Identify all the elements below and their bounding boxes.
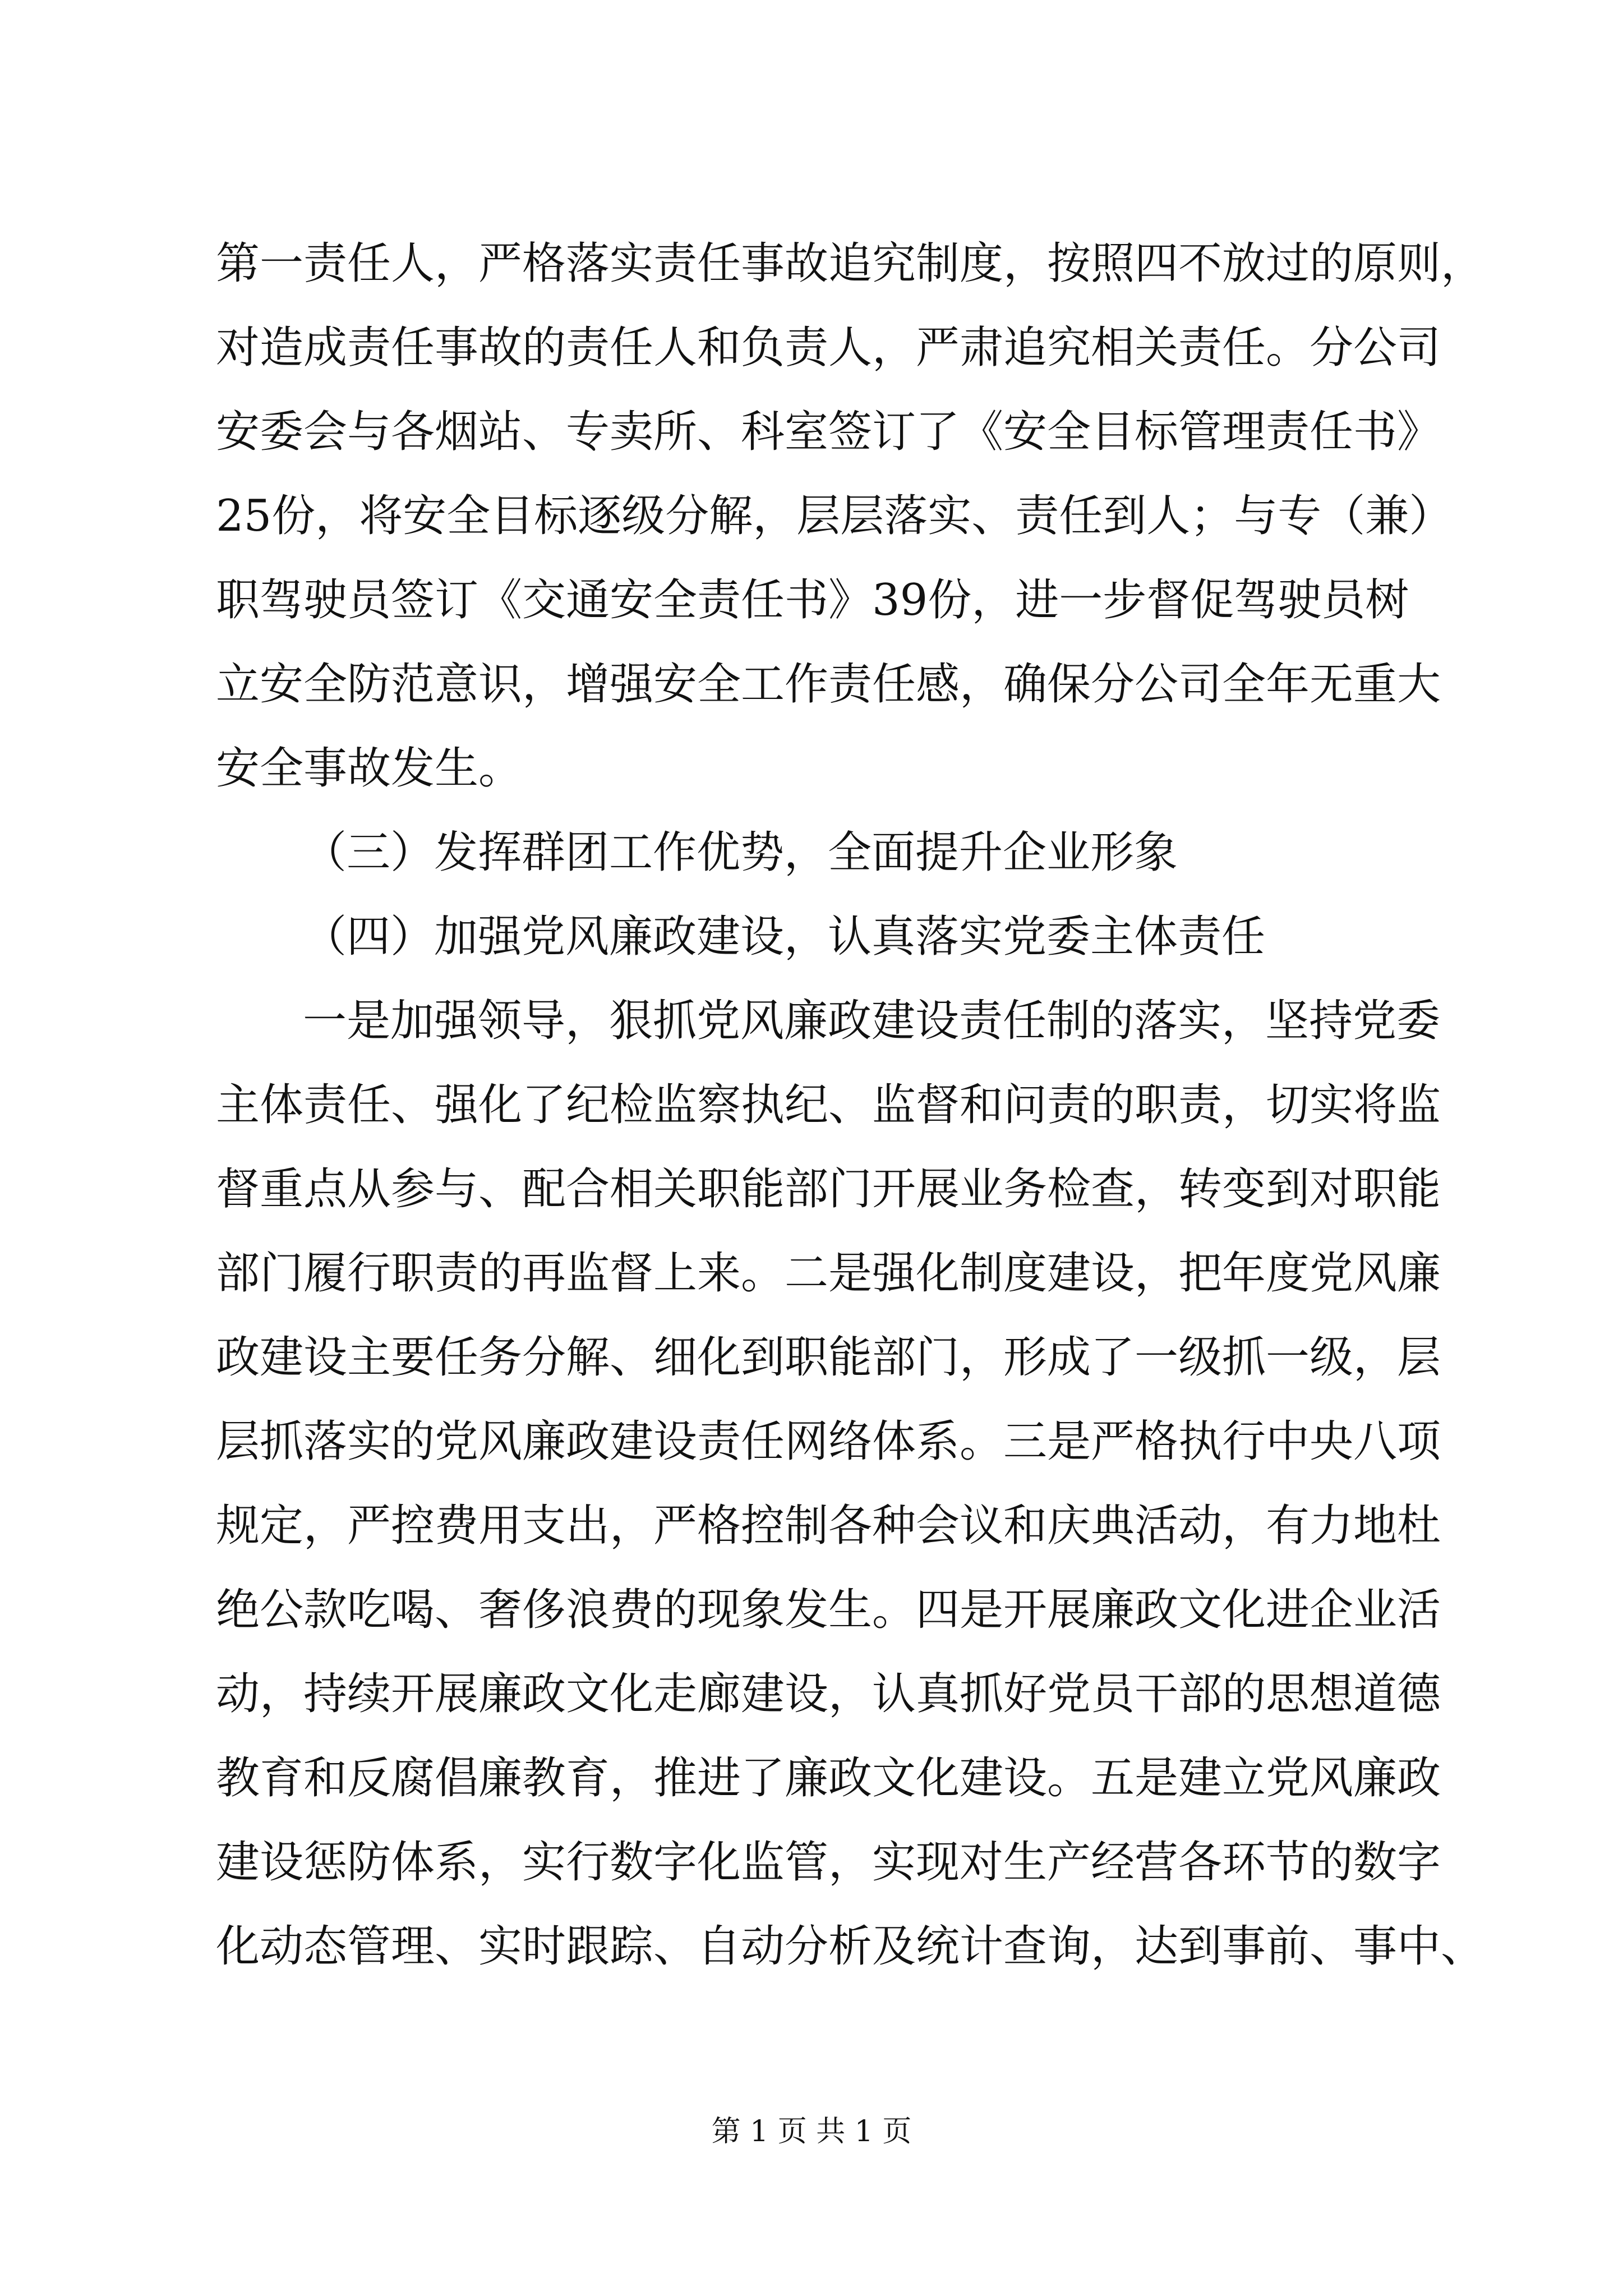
paragraph-2-line-12: 化动态管理、实时跟踪、自动分析及统计查询，达到事前、事中、 [216,1921,1485,1972]
paragraph-2-line-4: 部门履行职责的再监督上来。二是强化制度建设，把年度党风廉 [216,1248,1441,1299]
paragraph-1-line-2: 对造成责任事故的责任人和负责人，严肃追究相关责任。分公司 [216,323,1441,373]
section-heading-4: （四）加强党风廉政建设，认真落实党委主体责任 [303,912,1266,962]
paragraph-2-line-1: 一是加强领导，狠抓党风廉政建设责任制的落实，坚持党委 [303,996,1441,1046]
paragraph-1-line-3: 安委会与各烟站、专卖所、科室签订了《安全目标管理责任书》 [216,407,1441,457]
paragraph-2-line-10: 教育和反腐倡廉教育，推进了廉政文化建设。五是建立党风廉政 [216,1753,1441,1803]
paragraph-2-line-8: 绝公款吃喝、奢侈浪费的现象发生。四是开展廉政文化进企业活 [216,1585,1441,1635]
paragraph-2-line-11: 建设惩防体系，实行数字化监管，实现对生产经营各环节的数字 [216,1837,1441,1888]
paragraph-2-line-3: 督重点从参与、配合相关职能部门开展业务检查，转变到对职能 [216,1164,1441,1214]
paragraph-2-line-6: 层抓落实的党风廉政建设责任网络体系。三是严格执行中央八项 [216,1416,1441,1467]
paragraph-1-line-6: 立安全防范意识，增强安全工作责任感，确保分公司全年无重大 [216,659,1441,710]
section-heading-3: （三）发挥群团工作优势，全面提升企业形象 [303,827,1178,878]
paragraph-2-line-9: 动，持续开展廉政文化走廊建设，认真抓好党员干部的思想道德 [216,1669,1441,1719]
paragraph-2-line-7: 规定，严控费用支出，严格控制各种会议和庆典活动，有力地杜 [216,1501,1441,1551]
paragraph-1-line-7: 安全事故发生。 [216,743,523,794]
paragraph-2-line-5: 政建设主要任务分解、细化到职能部门，形成了一级抓一级，层 [216,1332,1441,1383]
paragraph-1-line-5: 职驾驶员签订《交通安全责任书》39份，进一步督促驾驶员树 [216,575,1409,625]
paragraph-1-line-1: 第一责任人，严格落实责任事故追究制度，按照四不放过的原则， [216,238,1485,289]
paragraph-1-line-4: 25份，将安全目标逐级分解，层层落实、责任到人；与专（兼） [216,491,1453,541]
paragraph-2-line-2: 主体责任、强化了纪检监察执纪、监督和问责的职责，切实将监 [216,1080,1441,1130]
page-number-footer: 第 1 页 共 1 页 [711,2115,912,2148]
